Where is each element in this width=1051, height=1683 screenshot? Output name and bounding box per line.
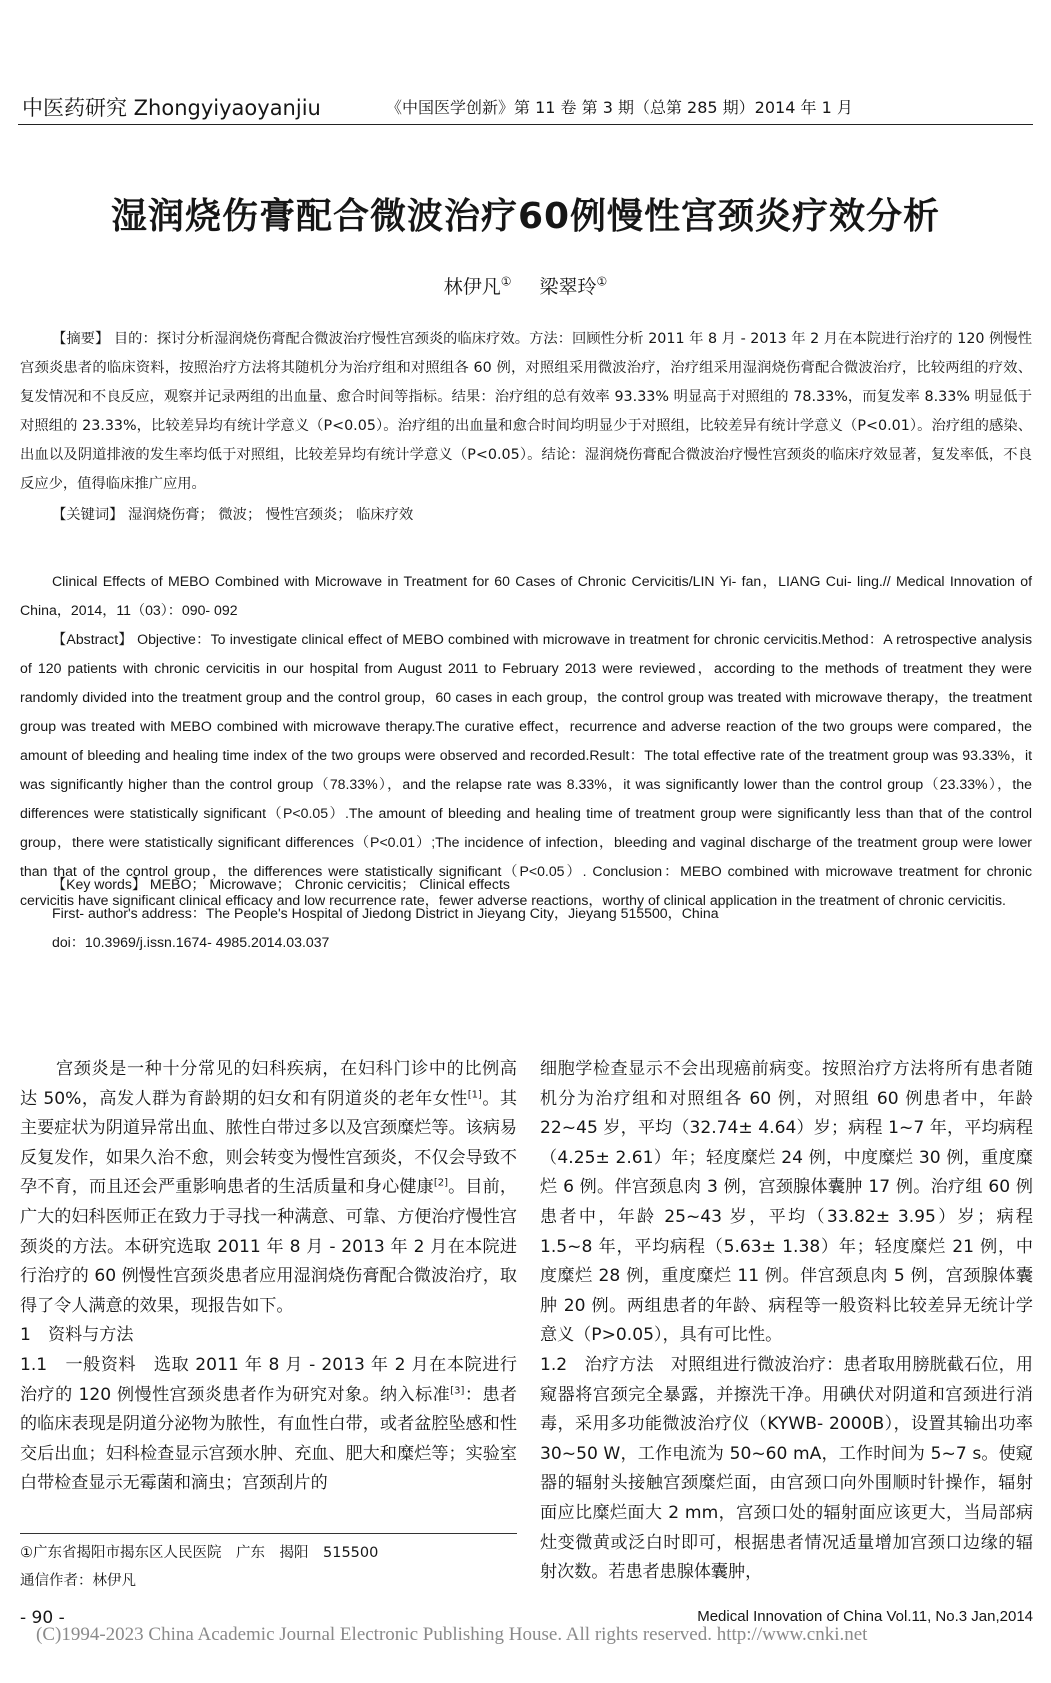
body-text: 宫颈炎是一种十分常见的妇科疾病，在妇科门诊中的比例高达 50%，高发人群为育龄期的妇女和有阴道炎的老年女性 [20, 1059, 517, 1109]
reference-mark: [3] [450, 1384, 465, 1396]
keywords-label: 【Key words】 [52, 876, 146, 892]
author-line [0, 272, 1051, 299]
body-text: ：患者的临床表现是阴道分泌物为脓性，有血性白带，或者盆腔坠感和性交后出血；妇科检查显示宫颈水肿、充血、肥大和糜烂等；实验室白带检查显示无霉菌和滴虫；宫颈刮片的 [20, 1384, 518, 1494]
issue-citation: 《中国医学创新》第 11 卷 第 3 期（总第 285 期）2014 年 1 月 [386, 98, 853, 117]
abstract-label: 【Abstract】 [52, 631, 133, 647]
author-name: 林伊凡 [443, 276, 501, 298]
author-name: 梁翠玲 [539, 276, 597, 298]
english-keywords [52, 874, 510, 894]
page-number: - 90 - [20, 1608, 65, 1628]
body-text: 。其主要症状为阴道异常出血、脓性白带过多以及宫颈糜烂等。该病易反复发作，如果久治不愈，则会转变为慢性宫颈炎，不仅会导致不孕不育，而且还会严重影响患者的生活质量和身心健康 [20, 1088, 518, 1198]
journal-name: 中医药研究 Zhongyiyaoyanjiu [22, 96, 321, 120]
running-header [18, 92, 1033, 125]
body-column-left [20, 1055, 517, 1499]
english-abstract [20, 567, 1032, 915]
keywords-label: 【关键词】 [52, 507, 124, 523]
english-abstract-body [20, 625, 1032, 915]
footer-journal: Medical Innovation of China Vol.11, No.3 Jan,2014 [697, 1608, 1033, 1625]
body-column-right [540, 1055, 1033, 1588]
address-text: The People's Hospital of Jiedong District in Jieyang City，Jieyang 515500，China [205, 905, 719, 921]
affiliation-footnote: ①广东省揭阳市揭东区人民医院 广东 揭阳 515500 [20, 1545, 379, 1561]
subsection-general-data [20, 1351, 517, 1499]
body-text: 1.1 一般资料 选取 2011 年 8 月 - 2013 年 2 月在本院进行治疗的 120 例慢性宫颈炎患者作为研究对象。纳入标准 [20, 1354, 517, 1405]
doi-line: doi：10.3969/j.issn.1674- 4985.2014.03.037 [52, 934, 330, 950]
chinese-keywords [52, 504, 413, 524]
keywords-text: MEBO； Microwave； Chronic cervicitis； Clinical effects [149, 876, 510, 892]
intro-paragraph [20, 1055, 517, 1321]
corresponding-author: 通信作者：林伊凡 [20, 1573, 136, 1589]
section-heading: 1 资料与方法 [20, 1325, 134, 1346]
chinese-abstract [20, 325, 1032, 499]
abstract-text: Objective：To investigate clinical effect of MEBO combined with microwave in treatment for chronic cervicitis.Method：A retrospective analysis of 120 patients with chronic cervicitis in our hospital from August 2011 to February 2013 were reviewed，according to the methods of treatment they were randomly divided into the treatment group and the control group，60 cases in each group，the control group was treated with microwave therapy，the treatment group was treated with MEBO combined with microwave therapy.The curative effect，recurrence and adverse reaction of the two groups were compared，the amount of bleeding and healing time index of the two groups were observed and recorded.Result：The total effective rate of the treatment group was 93.33%，it was significantly higher than the control group（78.33%），and the relapse rate was 8.33%，it was significantly lower than the control group（23.33%），the differences were statistically significant（P<0.05）.The amount of bleeding and healing time of treatment group were significantly less than that of the control group，there were statistically significant differences（P<0.01）;The incidence of infection，bleeding and vaginal discharge of the treatment group were lower than that of the control group，the differences were statistically significant（P<0.05）. Conclusion：MEBO combined with microwave treatment for chronic cervicitis have significant clinical efficacy and low recurrence rate，fewer adverse reactions，worthy of clinical application in the treatment of chronic cervicitis. [20, 631, 1033, 908]
author-address [52, 903, 719, 923]
address-label: First- author's address： [52, 905, 206, 921]
keywords-text: 湿润烧伤膏； 微波； 慢性宫颈炎； 临床疗效 [128, 507, 414, 523]
affiliation-mark: ① [596, 274, 608, 289]
copyright-watermark: (C)1994-2023 China Academic Journal Electronic Publishing House. All rights reserved. http://www.cnki.net [36, 1624, 868, 1645]
footnote-divider [20, 1533, 517, 1534]
body-text: 。目前，广大的妇科医师正在致力于寻找一种满意、可靠、方便治疗慢性宫颈炎的方法。本研究选取 2011 年 8 月 - 2013 年 2 月在本院进行治疗的 60 例慢性宫颈炎患者应用湿润烧伤膏配合微波治疗，取得了令人满意的效果，现报告如下。 [20, 1177, 518, 1316]
affiliation-mark: ① [500, 274, 512, 289]
body-text: 细胞学检查显示不会出现癌前病变。按照治疗方法将所有患者随机分为治疗组和对照组各 60 例，对照组 60 例患者中，年龄 22~45 岁，平均（32.74± 4.64）岁；病程 1~7 年，平均病程（4.25± 2.61）年；轻度糜烂 24 例，中度糜烂 30 例，重度糜烂 6 例。伴宫颈息肉 3 例，宫颈腺体囊肿 17 例。治疗组 60 例患者中，年龄 25~43 岁，平均（33.82± 3.95）岁；病程 1.5~8 年，平均病程（5.63± 1.38）年；轻度糜烂 21 例，中度糜烂 28 例，重度糜烂 11 例。伴宫颈息肉 5 例，宫颈腺体囊肿 20 例。两组患者的年龄、病程等一般资料比较差异无统计学意义（P>0.05），具有可比性。 [540, 1059, 1033, 1346]
reference-mark: [1] [467, 1088, 482, 1100]
reference-mark: [2] [433, 1177, 449, 1189]
abstract-text: 目的：探讨分析湿润烧伤膏配合微波治疗慢性宫颈炎的临床疗效。方法：回顾性分析 2011 年 8 月 - 2013 年 2 月在本院进行治疗的 120 例慢性宫颈炎患者的临床资料，按照治疗方法将其随机分为治疗组和对照组各 60 例，对照组采用微波治疗，治疗组采用湿润烧伤膏配合微波治疗，比较两组的疗效、复发情况和不良反应，观察并记录两组的出血量、愈合时间等指标。结果：治疗组的总有效率 93.33% 明显高于对照组的 78.33%，而复发率 8.33% 明显低于对照组的 23.33%，比较差异均有统计学意义（P<0.05）。治疗组的出血量和愈合时间均明显少于对照组，比较差异有统计学意义（P<0.01）。治疗组的感染、出血以及阴道排液的发生率均低于对照组，比较差异均有统计学意义（P<0.05）。结论：湿润烧伤膏配合微波治疗慢性宫颈炎的临床疗效显著，复发率低，不良反应少，值得临床推广应用。 [20, 331, 1033, 492]
english-citation-line: Clinical Effects of MEBO Combined with Microwave in Treatment for 60 Cases of Chronic Cervicitis/LIN Yi- fan，LIANG Cui- ling.// Medical Innovation of China，2014，11（03）：090- 092 [20, 573, 1032, 618]
abstract-label: 【摘要】 [52, 331, 110, 347]
article-title: 湿润烧伤膏配合微波治疗60例慢性宫颈炎疗效分析 [110, 196, 941, 237]
subsection-treatment-method: 1.2 治疗方法 对照组进行微波治疗：患者取用膀胱截石位，用窥器将宫颈完全暴露，并擦洗干净。用碘伏对阴道和宫颈进行消毒，采用多功能微波治疗仪（KYWB- 2000B），设置其输出功率 30~50 W，工作电流为 50~60 mA，工作时间为 5~7 s。使窥器的辐射头接触宫颈糜烂面，由宫颈口向外围顺时针操作，辐射面应比糜烂面大 2 mm，宫颈口处的辐射面应该更大，当局部病灶变微黄或泛白时即可，根据患者情况适量增加宫颈口边缘的辐射次数。若患者患腺体囊肿， [540, 1354, 1033, 1583]
